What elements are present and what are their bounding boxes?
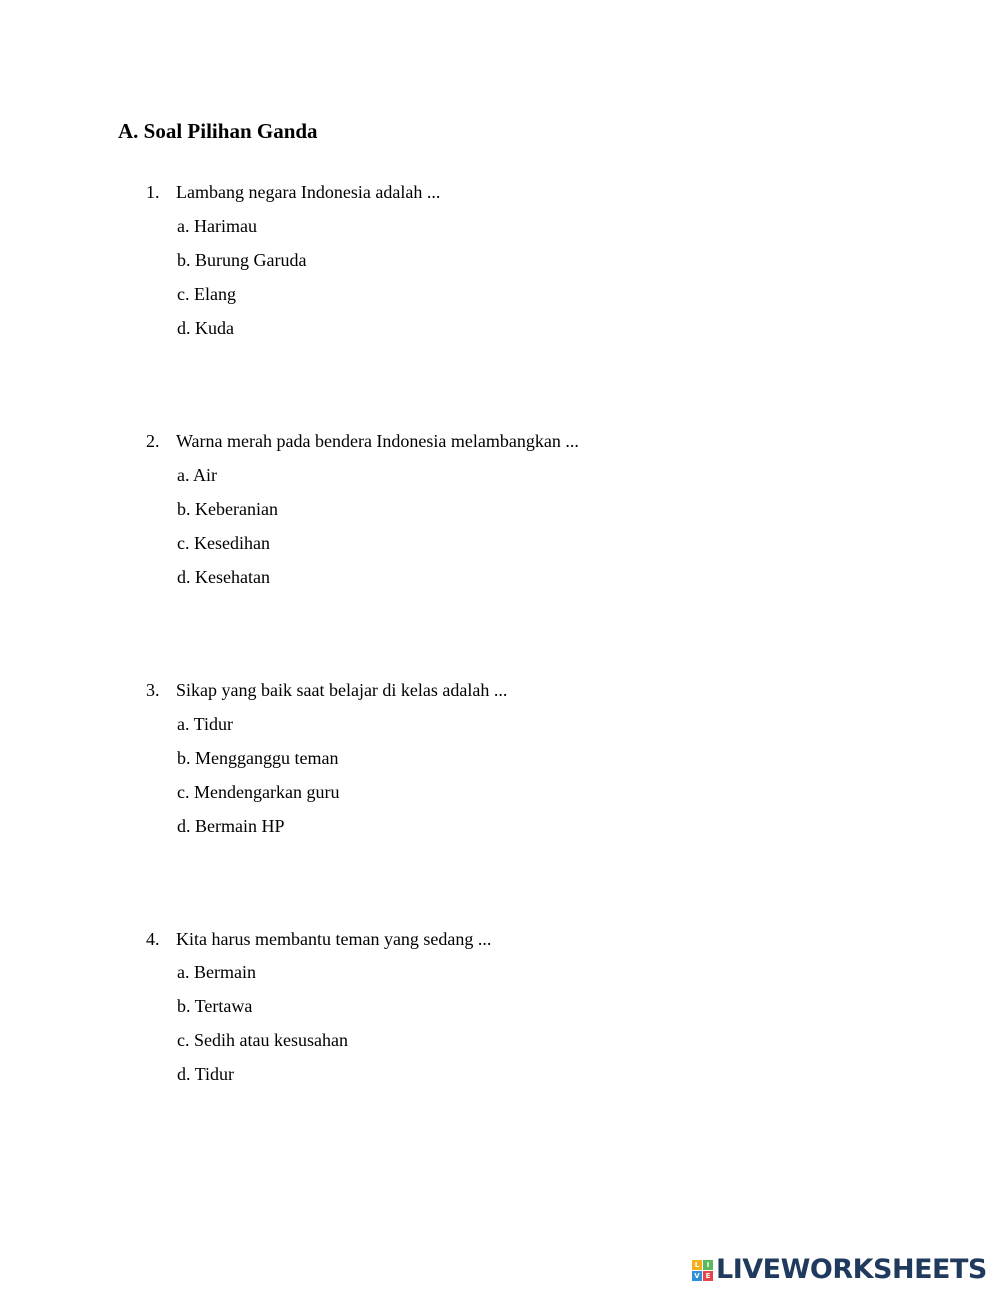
option-a[interactable]: a. Bermain [177,962,256,982]
option-c[interactable]: c. Kesedihan [177,533,270,553]
logo-wordmark: LIVEWORKSHEETS [716,1254,987,1285]
question-number: 1. [146,182,160,202]
question-text [146,430,579,452]
option-c[interactable]: c. Elang [177,284,236,304]
logo-block: V [692,1271,702,1281]
option-d[interactable]: d. Bermain HP [177,816,285,836]
option-d[interactable]: d. Tidur [177,1064,235,1084]
option-b[interactable]: b. Keberanian [177,499,278,519]
question-prompt: Kita harus membantu teman yang sedang ... [176,929,492,949]
question-text [146,928,491,950]
option-a[interactable]: a. Tidur [177,714,234,734]
question-prompt: Sikap yang baik saat belajar di kelas adalah ... [176,680,508,700]
option-a[interactable]: a. Air [177,465,217,485]
logo-mark-icon [692,1260,713,1281]
logo-block: E [703,1271,713,1281]
question-text [146,181,440,203]
question-text [146,679,507,701]
option-b[interactable]: b. Burung Garuda [177,250,307,270]
option-d[interactable]: d. Kesehatan [177,567,270,587]
option-d[interactable]: d. Kuda [177,318,234,338]
option-b[interactable]: b. Tertawa [177,996,253,1016]
question-prompt: Lambang negara Indonesia adalah ... [176,182,441,202]
option-b[interactable]: b. Mengganggu teman [177,748,339,768]
logo-block: L [692,1260,702,1270]
option-a[interactable]: a. Harimau [177,216,257,236]
question-number: 3. [146,680,160,700]
liveworksheets-logo [692,1256,987,1284]
option-c[interactable]: c. Mendengarkan guru [177,782,340,802]
question-prompt: Warna merah pada bendera Indonesia melambangkan ... [176,431,579,451]
section-title: A. Soal Pilihan Ganda [118,119,318,143]
question-number: 4. [146,929,160,949]
question-number: 2. [146,431,160,451]
logo-block: I [703,1260,713,1270]
option-c[interactable]: c. Sedih atau kesusahan [177,1030,348,1050]
